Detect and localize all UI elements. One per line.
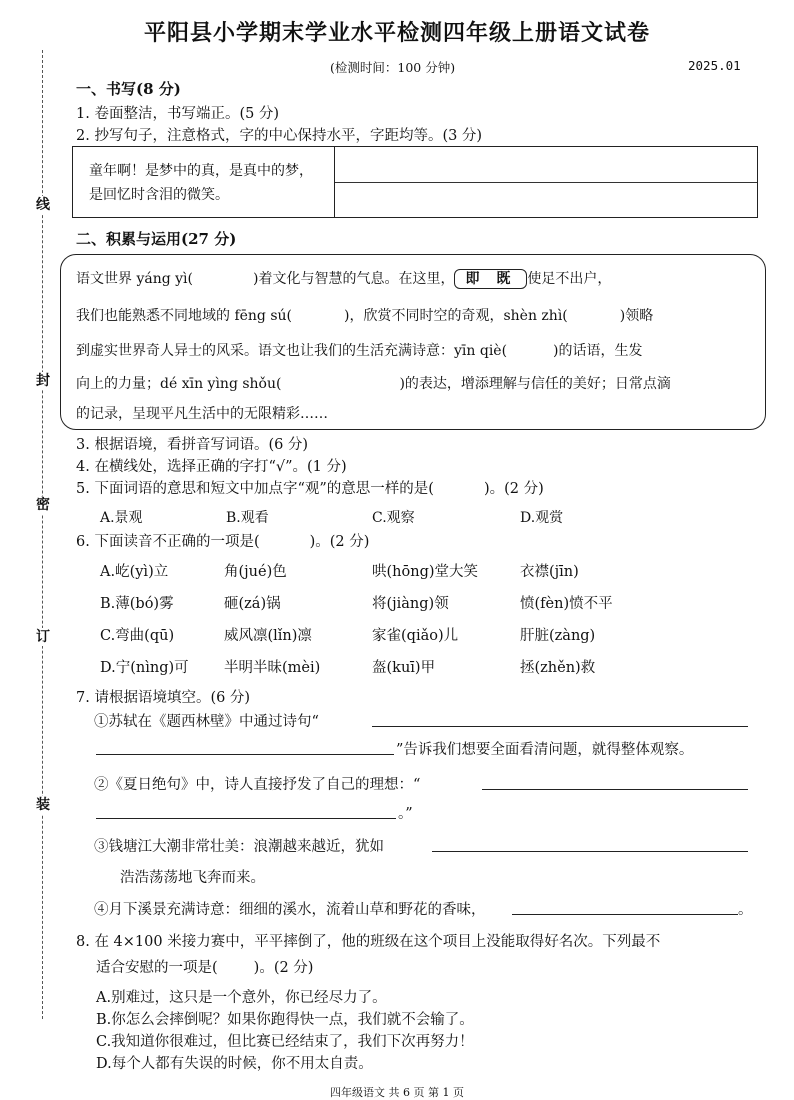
- q7-4-answer-line[interactable]: [512, 914, 738, 915]
- q6-option-item: 愤(fèn)愤不平: [520, 596, 613, 612]
- q7-3-answer-line[interactable]: [432, 851, 748, 852]
- margin-char-secret: 密: [36, 497, 50, 513]
- q6-option-label[interactable]: B.薄(bó)雾: [100, 596, 174, 612]
- exam-duration: (检测时间：100 分钟): [330, 60, 456, 75]
- copy-writing-box: [72, 146, 758, 218]
- margin-char-bind: 装: [36, 797, 50, 813]
- question-2: 2. 抄写句子，注意格式，字的中心保持水平，字距均等。(3 分): [76, 128, 483, 144]
- q6-option-label[interactable]: C.弯曲(qū): [100, 628, 175, 644]
- q7-item-2-start: ②《夏日绝句》中，诗人直接抒发了自己的理想：“: [94, 777, 421, 793]
- q5-option-c[interactable]: C.观察: [372, 510, 415, 526]
- margin-char-seal: 封: [36, 373, 50, 389]
- q7-item-1-start: ①苏轼在《题西林壁》中通过诗句“: [94, 714, 319, 730]
- q6-option-label[interactable]: A.屹(yì)立: [100, 564, 169, 580]
- story-line-3: 到虚实世界奇人异士的风采。语文也让我们的生活充满诗意：yīn qiè( )的话语，生发: [76, 343, 643, 359]
- exam-date: 2025.01: [688, 58, 741, 73]
- copy-writing-line[interactable]: [335, 182, 757, 183]
- q6-option-label[interactable]: D.宁(nìng)可: [100, 660, 189, 676]
- q8-option-a[interactable]: A.别难过，这只是一个意外，你已经尽力了。: [96, 990, 387, 1006]
- q5-option-a[interactable]: A.景观: [100, 510, 143, 526]
- question-8-line1: 8. 在 4×100 米接力赛中，平平摔倒了，他的班级在这个项目上没能取得好名次。下列最不: [76, 934, 661, 950]
- question-8-line2: 适合安慰的一项是( )。(2 分): [96, 960, 314, 976]
- story-line-4: 向上的力量；dé xīn yìng shǒu( )的表达，增添理解与信任的美好；日常点滴: [76, 376, 671, 392]
- q6-option-item: 半明半昧(mèi): [224, 660, 321, 676]
- section2-heading: 二、积累与运用(27 分): [76, 230, 237, 248]
- q6-option-item: 肝脏(zàng): [520, 628, 596, 644]
- q7-item-3-end: 浩浩荡荡地飞奔而来。: [120, 870, 265, 886]
- q8-option-c[interactable]: C.我知道你很难过，但比赛已经结束了，我们下次再努力！: [96, 1034, 474, 1050]
- q7-item-4-start: ④月下溪景充满诗意：细细的溪水，流着山草和野花的香味，: [94, 902, 486, 918]
- q7-2-answer-line-b[interactable]: [96, 818, 396, 819]
- question-4: 4. 在横线处，选择正确的字打“√”。(1 分): [76, 459, 347, 475]
- q6-option-item: 角(jué)色: [224, 564, 287, 580]
- section1-heading: 一、书写(8 分): [76, 80, 181, 98]
- q7-item-4-end: 。: [738, 902, 753, 918]
- question-7: 7. 请根据语境填空。(6 分): [76, 690, 251, 706]
- q6-option-item: 威风凛(lǐn)凛: [224, 628, 312, 644]
- q6-option-item: 将(jiàng)领: [372, 596, 449, 612]
- question-6: 6. 下面读音不正确的一项是( )。(2 分): [76, 534, 370, 550]
- q6-option-item: 盔(kuī)甲: [372, 660, 436, 676]
- story-line-1: 语文世界 yáng yì( )着文化与智慧的气息。在这里， 即 既 使足不出户，: [76, 271, 612, 287]
- char-choice-box[interactable]: 即 既: [454, 269, 527, 289]
- q6-option-item: 衣襟(jīn): [520, 564, 579, 580]
- q5-option-b[interactable]: B.观看: [226, 510, 269, 526]
- q7-1-answer-line-b[interactable]: [96, 754, 394, 755]
- q6-option-item: 砸(zá)锅: [224, 596, 281, 612]
- story-line-5: 的记录，呈现平凡生活中的无限精彩……: [76, 406, 328, 422]
- q7-1-answer-line-a[interactable]: [372, 726, 748, 727]
- q6-option-item: 哄(hōng)堂大笑: [372, 564, 479, 580]
- question-1: 1. 卷面整洁，书写端正。(5 分): [76, 106, 280, 122]
- exam-title: 平阳县小学期末学业水平检测四年级上册语文试卷: [143, 20, 650, 46]
- q5-option-d[interactable]: D.观赏: [520, 510, 564, 526]
- story-line-2: 我们也能熟悉不同地域的 fēng sú( )，欣赏不同时空的奇观，shèn zhì( )领略: [76, 308, 654, 324]
- q7-item-1-end: ”告诉我们想要全面看清问题，就得整体观察。: [396, 742, 694, 758]
- margin-char-staple: 订: [36, 629, 50, 645]
- q8-option-b[interactable]: B.你怎么会摔倒呢？如果你跑得快一点，我们就不会输了。: [96, 1012, 474, 1028]
- q6-option-item: 拯(zhěn)救: [520, 660, 596, 676]
- q7-item-3-start: ③钱塘江大潮非常壮美：浪潮越来越近，犹如: [94, 839, 384, 855]
- question-3: 3. 根据语境，看拼音写词语。(6 分): [76, 437, 309, 453]
- q7-item-2-end: 。”: [398, 806, 413, 822]
- q6-option-item: 家雀(qiǎo)儿: [372, 628, 459, 644]
- copy-source-text: 童年啊！是梦中的真，是真中的梦，是回忆时含泪的微笑。: [73, 147, 335, 217]
- q8-option-d[interactable]: D.每个人都有失误的时候，你不用太自责。: [96, 1056, 373, 1072]
- question-5: 5. 下面词语的意思和短文中加点字“观”的意思一样的是( )。(2 分): [76, 481, 544, 497]
- margin-char-line: 线: [36, 197, 50, 213]
- page-footer: 四年级语文 共 6 页 第 1 页: [330, 1086, 464, 1099]
- q7-2-answer-line-a[interactable]: [482, 789, 748, 790]
